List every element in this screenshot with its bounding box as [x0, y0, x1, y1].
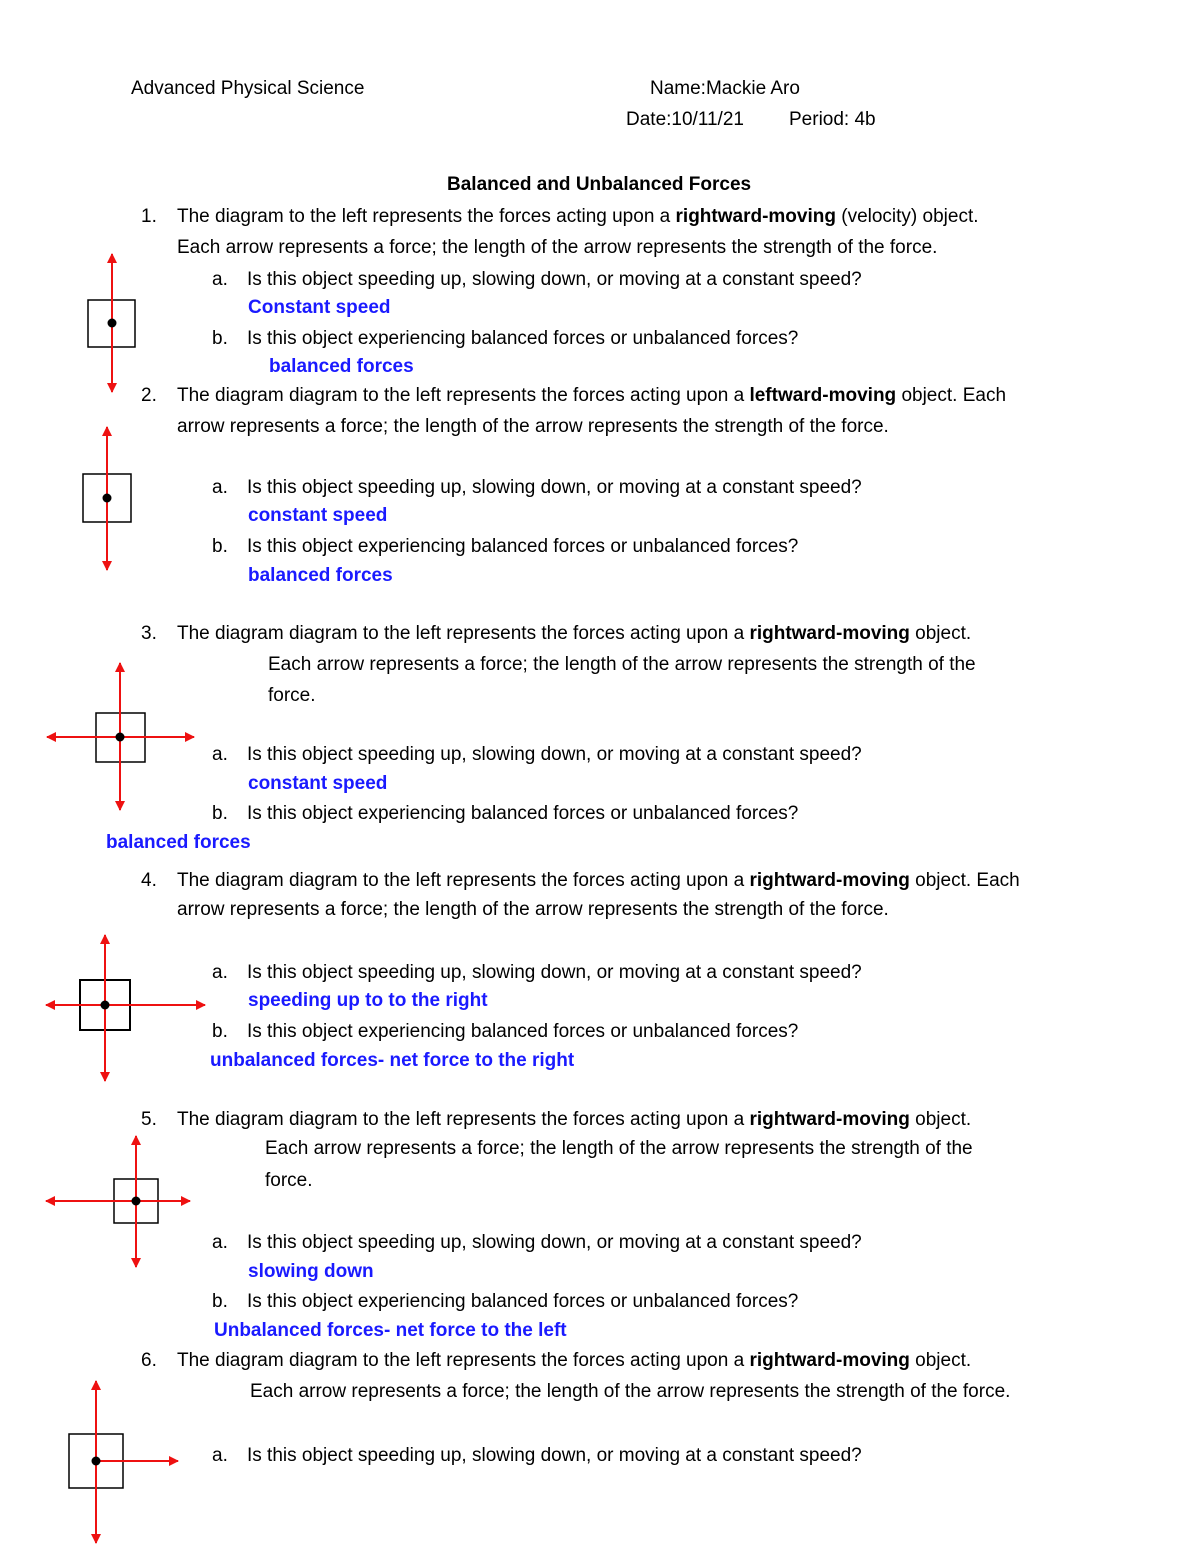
part-b-label: b. — [212, 803, 228, 824]
part-a-question: Is this object speeding up, slowing down, or moving at a constant speed? — [247, 477, 862, 498]
part-a-question: Is this object speeding up, slowing down, or moving at a constant speed? — [247, 269, 862, 290]
part-a-answer: constant speed — [248, 505, 388, 526]
worksheet-title: Balanced and Unbalanced Forces — [447, 174, 752, 195]
question-stem-line: Each arrow represents a force; the length of the arrow represents the strength of the — [265, 1138, 973, 1159]
question-stem-line: Each arrow represents a force; the length of the arrow represents the strength of the force. — [250, 1381, 1011, 1402]
course-title: Advanced Physical Science — [131, 78, 365, 99]
question-stem: The diagram diagram to the left represents the forces acting upon a rightward-moving object. — [177, 1109, 972, 1130]
question-number: 2. — [141, 385, 157, 406]
question-stem-line: force. — [268, 685, 316, 706]
question-stem: The diagram to the left represents the forces acting upon a rightward-moving (velocity) object. — [177, 206, 979, 227]
question-stem: The diagram diagram to the left represents the forces acting upon a leftward-moving object. Each — [177, 385, 1007, 406]
question-number: 1. — [141, 206, 157, 227]
part-b-label: b. — [212, 1021, 228, 1042]
question-stem-line: force. — [265, 1170, 313, 1191]
part-b-answer: balanced forces — [269, 356, 414, 377]
part-b-question: Is this object experiencing balanced forces or unbalanced forces? — [247, 1021, 799, 1042]
question-stem: The diagram diagram to the left represents the forces acting upon a rightward-moving object. — [177, 1350, 972, 1371]
part-a-answer: Constant speed — [248, 297, 391, 318]
period: Period: 4b — [789, 109, 876, 130]
force-diagram-4 — [46, 935, 205, 1081]
part-a-question: Is this object speeding up, slowing down, or moving at a constant speed? — [247, 744, 862, 765]
question-number: 3. — [141, 623, 157, 644]
part-a-answer: constant speed — [248, 773, 388, 794]
part-b-question: Is this object experiencing balanced forces or unbalanced forces? — [247, 328, 799, 349]
part-a-question: Is this object speeding up, slowing down, or moving at a constant speed? — [247, 1445, 862, 1466]
part-a-question: Is this object speeding up, slowing down, or moving at a constant speed? — [247, 962, 862, 983]
part-b-question: Is this object experiencing balanced forces or unbalanced forces? — [247, 1291, 799, 1312]
part-a-answer: speeding up to to the right — [248, 990, 488, 1011]
question-number: 4. — [141, 870, 157, 891]
question-stem-line: Each arrow represents a force; the length of the arrow represents the strength of the — [268, 654, 976, 675]
part-b-answer: balanced forces — [248, 565, 393, 586]
object-point — [103, 494, 112, 503]
part-b-label: b. — [212, 328, 228, 349]
part-b-answer: Unbalanced forces- net force to the left — [214, 1320, 567, 1341]
part-b-answer: balanced forces — [106, 832, 251, 853]
question-stem: The diagram diagram to the left represents the forces acting upon a rightward-moving object. — [177, 623, 972, 644]
force-diagram-3 — [47, 663, 194, 810]
object-point — [101, 1001, 110, 1010]
part-a-label: a. — [212, 269, 228, 290]
object-point — [132, 1197, 141, 1206]
date: Date:10/11/21 — [626, 109, 744, 130]
part-b-question: Is this object experiencing balanced forces or unbalanced forces? — [247, 803, 799, 824]
part-a-question: Is this object speeding up, slowing down, or moving at a constant speed? — [247, 1232, 862, 1253]
object-point — [116, 733, 125, 742]
force-diagram-5 — [46, 1136, 190, 1267]
force-diagram-1 — [88, 254, 135, 392]
force-diagram-2 — [83, 427, 131, 570]
part-a-answer: slowing down — [248, 1261, 374, 1282]
force-diagram-6 — [69, 1381, 178, 1543]
part-a-label: a. — [212, 477, 228, 498]
question-stem-line: Each arrow represents a force; the length of the arrow represents the strength of the force. — [177, 237, 938, 258]
question-number: 5. — [141, 1109, 157, 1130]
part-b-answer: unbalanced forces- net force to the right — [210, 1050, 575, 1071]
object-point — [108, 319, 117, 328]
student-name: Name:Mackie Aro — [650, 78, 800, 99]
question-number: 6. — [141, 1350, 157, 1371]
question-stem-line: arrow represents a force; the length of the arrow represents the strength of the force. — [177, 416, 889, 437]
part-b-label: b. — [212, 536, 228, 557]
part-b-label: b. — [212, 1291, 228, 1312]
question-stem-line: arrow represents a force; the length of the arrow represents the strength of the force. — [177, 899, 889, 920]
question-stem: The diagram diagram to the left represents the forces acting upon a rightward-moving object. Each — [177, 870, 1020, 891]
part-a-label: a. — [212, 1445, 228, 1466]
part-a-label: a. — [212, 1232, 228, 1253]
part-a-label: a. — [212, 962, 228, 983]
part-a-label: a. — [212, 744, 228, 765]
object-point — [92, 1457, 101, 1466]
part-b-question: Is this object experiencing balanced forces or unbalanced forces? — [247, 536, 799, 557]
